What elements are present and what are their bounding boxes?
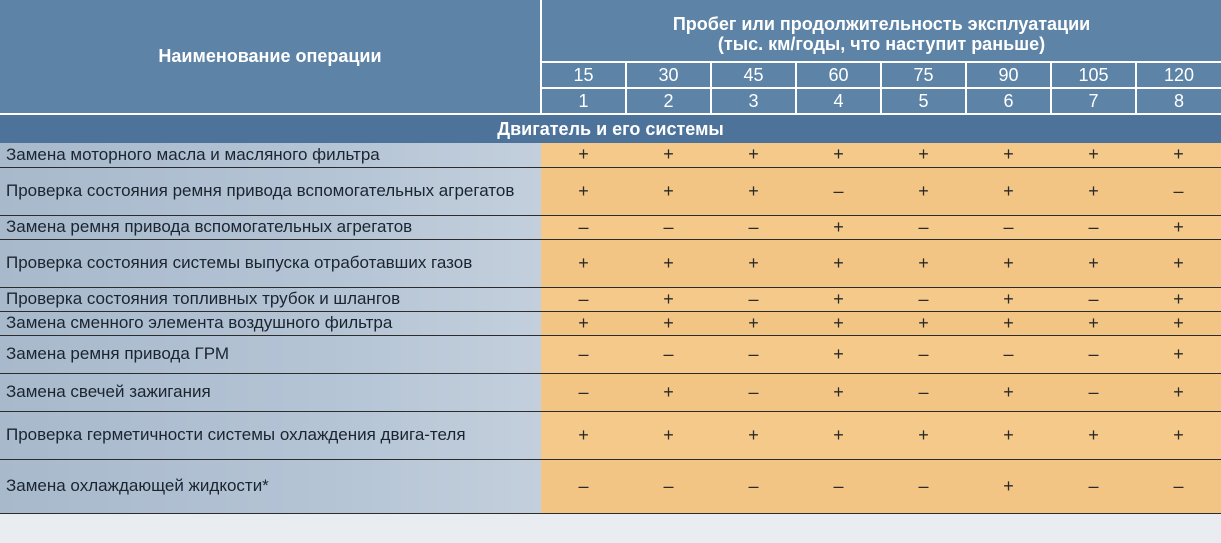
interval-mark: + xyxy=(626,239,711,287)
operation-name: Замена ремня привода ГРМ xyxy=(0,335,541,373)
table-row xyxy=(0,239,1221,287)
km-header-cell: 45 xyxy=(711,62,796,88)
table-row xyxy=(0,215,1221,239)
interval-mark: – xyxy=(541,373,626,411)
interval-mark: – xyxy=(541,335,626,373)
interval-mark: – xyxy=(966,215,1051,239)
interval-mark: + xyxy=(541,143,626,167)
interval-mark: + xyxy=(1136,239,1221,287)
interval-mark: + xyxy=(541,411,626,459)
interval-mark: – xyxy=(966,335,1051,373)
interval-mark: – xyxy=(711,215,796,239)
interval-mark: – xyxy=(541,215,626,239)
interval-mark: + xyxy=(711,239,796,287)
interval-mark: – xyxy=(1051,373,1136,411)
interval-mark: + xyxy=(796,373,881,411)
interval-mark: – xyxy=(711,459,796,513)
interval-mark: + xyxy=(1051,311,1136,335)
interval-mark: + xyxy=(711,143,796,167)
interval-mark: – xyxy=(1136,167,1221,215)
table-row xyxy=(0,287,1221,311)
interval-mark: + xyxy=(1136,373,1221,411)
interval-mark: + xyxy=(626,167,711,215)
km-header-cell: 30 xyxy=(626,62,711,88)
year-header-cell: 5 xyxy=(881,88,966,114)
interval-mark: – xyxy=(626,459,711,513)
interval-mark: + xyxy=(626,373,711,411)
interval-mark: + xyxy=(541,239,626,287)
interval-mark: + xyxy=(626,143,711,167)
operation-name: Замена ремня привода вспомогательных агрегатов xyxy=(0,215,541,239)
interval-mark: – xyxy=(1051,287,1136,311)
interval-mark: + xyxy=(1051,239,1136,287)
year-header-cell: 3 xyxy=(711,88,796,114)
mileage-title-line2: (тыс. км/годы, что наступит раньше) xyxy=(717,33,1046,54)
interval-mark: + xyxy=(796,239,881,287)
interval-mark: + xyxy=(1136,287,1221,311)
interval-mark: + xyxy=(966,411,1051,459)
interval-mark: + xyxy=(711,311,796,335)
km-header-cell: 120 xyxy=(1136,62,1221,88)
interval-mark: + xyxy=(966,167,1051,215)
interval-mark: + xyxy=(966,459,1051,513)
year-header-cell: 6 xyxy=(966,88,1051,114)
interval-mark: – xyxy=(881,335,966,373)
operation-name: Проверка состояния ремня привода вспомогательных агрегатов xyxy=(0,167,541,215)
operation-name: Замена охлаждающей жидкости* xyxy=(0,459,541,513)
year-header-cell: 1 xyxy=(541,88,626,114)
interval-mark: + xyxy=(966,311,1051,335)
table-row xyxy=(0,373,1221,411)
interval-mark: – xyxy=(1136,459,1221,513)
interval-mark: – xyxy=(796,167,881,215)
interval-mark: + xyxy=(1136,215,1221,239)
interval-mark: + xyxy=(1136,311,1221,335)
operation-name: Проверка состояния топливных трубок и шлангов xyxy=(0,287,541,311)
interval-mark: – xyxy=(881,459,966,513)
interval-mark: + xyxy=(881,143,966,167)
operations-body xyxy=(0,143,1221,513)
operation-name: Замена моторного масла и масляного фильтра xyxy=(0,143,541,167)
interval-mark: – xyxy=(881,287,966,311)
interval-mark: – xyxy=(626,215,711,239)
km-header-cell: 60 xyxy=(796,62,881,88)
interval-mark: + xyxy=(796,335,881,373)
km-header-cell: 75 xyxy=(881,62,966,88)
operation-name: Проверка герметичности системы охлаждения двига-теля xyxy=(0,411,541,459)
interval-mark: + xyxy=(1051,167,1136,215)
km-header-cell: 15 xyxy=(541,62,626,88)
interval-mark: + xyxy=(881,311,966,335)
operation-name: Замена свечей зажигания xyxy=(0,373,541,411)
interval-mark: + xyxy=(626,287,711,311)
interval-mark: + xyxy=(1136,143,1221,167)
interval-mark: – xyxy=(881,215,966,239)
interval-mark: + xyxy=(796,215,881,239)
interval-mark: + xyxy=(1051,143,1136,167)
interval-mark: + xyxy=(541,167,626,215)
interval-mark: – xyxy=(711,335,796,373)
interval-mark: + xyxy=(626,411,711,459)
table-row xyxy=(0,335,1221,373)
interval-mark: – xyxy=(1051,335,1136,373)
table-row xyxy=(0,311,1221,335)
km-header-cell: 90 xyxy=(966,62,1051,88)
operation-name: Замена сменного элемента воздушного фильтра xyxy=(0,311,541,335)
interval-mark: + xyxy=(1136,335,1221,373)
interval-mark: – xyxy=(541,459,626,513)
interval-mark: + xyxy=(881,167,966,215)
interval-mark: + xyxy=(1051,411,1136,459)
interval-mark: – xyxy=(541,287,626,311)
interval-mark: + xyxy=(541,311,626,335)
interval-mark: – xyxy=(1051,459,1136,513)
year-header-cell: 8 xyxy=(1136,88,1221,114)
table-row xyxy=(0,167,1221,215)
interval-mark: + xyxy=(966,287,1051,311)
interval-mark: + xyxy=(1136,411,1221,459)
interval-mark: + xyxy=(711,167,796,215)
mileage-title-line1: Пробег или продолжительность эксплуатации xyxy=(672,13,1091,34)
interval-mark: + xyxy=(796,287,881,311)
interval-mark: – xyxy=(626,335,711,373)
year-header-cell: 2 xyxy=(626,88,711,114)
interval-mark: + xyxy=(626,311,711,335)
operation-name: Проверка состояния системы выпуска отработавших газов xyxy=(0,239,541,287)
interval-mark: – xyxy=(711,287,796,311)
table-row xyxy=(0,459,1221,513)
interval-mark: + xyxy=(881,411,966,459)
interval-mark: – xyxy=(796,459,881,513)
table-row xyxy=(0,143,1221,167)
operation-column-header: Наименование операции xyxy=(158,46,382,66)
interval-mark: – xyxy=(881,373,966,411)
interval-mark: + xyxy=(966,143,1051,167)
interval-mark: + xyxy=(711,411,796,459)
mileage-column-header xyxy=(541,0,1221,62)
year-header-cell: 4 xyxy=(796,88,881,114)
interval-mark: + xyxy=(796,411,881,459)
section-header-engine: Двигатель и его системы xyxy=(0,114,1221,143)
interval-mark: + xyxy=(796,311,881,335)
interval-mark: + xyxy=(966,239,1051,287)
km-header-cell: 105 xyxy=(1051,62,1136,88)
interval-mark: + xyxy=(966,373,1051,411)
table-row xyxy=(0,411,1221,459)
year-header-cell: 7 xyxy=(1051,88,1136,114)
interval-mark: – xyxy=(1051,215,1136,239)
interval-mark: + xyxy=(796,143,881,167)
interval-mark: + xyxy=(881,239,966,287)
interval-mark: – xyxy=(711,373,796,411)
